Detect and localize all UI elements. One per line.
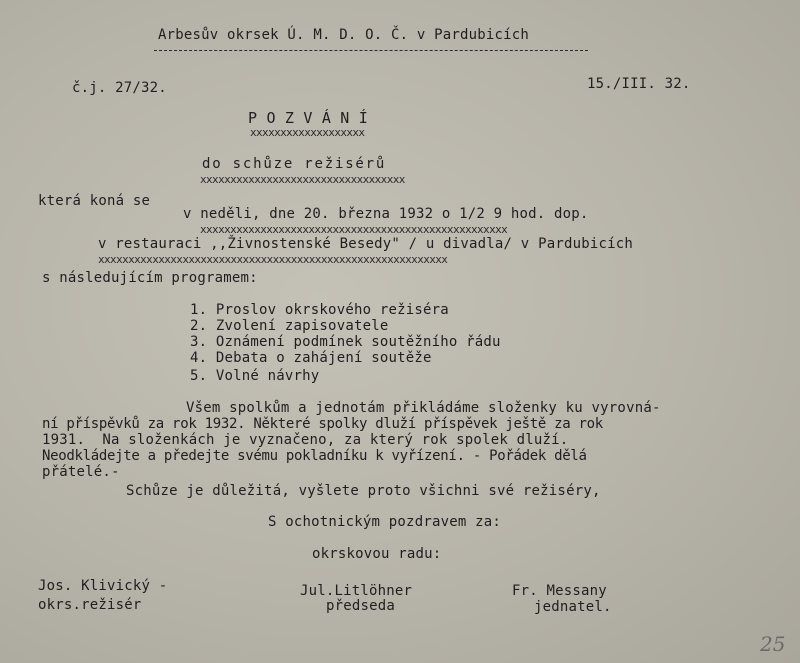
- program-item: 1. Proslov okrskového režiséra: [190, 302, 449, 318]
- signature-name: Jul.Litlöhner: [300, 583, 413, 599]
- signature-name: Jos. Klivický -: [38, 578, 168, 594]
- signature-role: okrs.režisér: [38, 597, 142, 613]
- date-cross-rule: xxxxxxxxxxxxxxxxxxxxxxxxxxxxxxxxxxxxxxxxxxxxxxxxxxx: [200, 223, 508, 236]
- document-subtitle: do schůze režisérů: [202, 156, 387, 172]
- closing-greeting: S ochotnickým pozdravem za:: [268, 514, 501, 530]
- closing-council: okrskovou radu:: [312, 546, 442, 562]
- signature-role: jednatel.: [534, 599, 612, 615]
- page-number-mark: 25: [760, 632, 786, 656]
- program-intro: s následujícím programem:: [42, 270, 258, 286]
- document-title: P O Z V Á N Í: [248, 109, 368, 127]
- title-cross-rule: xxxxxxxxxxxxxxxxxxx: [250, 126, 365, 139]
- subtitle-cross-rule: xxxxxxxxxxxxxxxxxxxxxxxxxxxxxxxxxx: [200, 173, 405, 186]
- heading-underline: [154, 50, 588, 51]
- document-date: 15./III. 32.: [587, 76, 691, 92]
- location-cross-rule: xxxxxxxxxxxxxxxxxxxxxxxxxxxxxxxxxxxxxxxxxxxxxxxxxxxxxxxxxx: [98, 253, 448, 266]
- paragraph-line: přátelé.-: [42, 464, 120, 480]
- paragraph-line: Všem spolkům a jednotám přikládáme složenky ku vyrovná-: [186, 400, 661, 416]
- program-item: 3. Oznámení podmínek soutěžního řádu: [190, 334, 501, 350]
- meeting-location: v restauraci ,,Živnostenské Besedy" / u divadla/ v Pardubicích: [98, 236, 633, 252]
- paragraph-line: Neodkládejte a předejte svému pokladníku k vyřízení. - Pořádek dělá: [42, 448, 587, 464]
- program-item: 5. Volné návrhy: [190, 368, 320, 384]
- meeting-date-time: v neděli, dne 20. března 1932 o 1/2 9 hod. dop.: [183, 206, 589, 222]
- organization-heading: Arbesův okrsek Ú. M. D. O. Č. v Pardubicích: [158, 27, 530, 43]
- meeting-intro: která koná se: [38, 193, 151, 209]
- program-item: 2. Zvolení zapisovatele: [190, 318, 389, 334]
- importance-note: Schůze je důležitá, vyšlete proto všichni své režiséry,: [126, 483, 601, 499]
- signature-role: předseda: [326, 598, 396, 614]
- signature-name: Fr. Messany: [512, 583, 607, 599]
- reference-number: č.j. 27/32.: [72, 80, 167, 96]
- paragraph-line: 1931. Na složenkách je vyznačeno, za který rok spolek dluží.: [42, 432, 569, 448]
- program-item: 4. Debata o zahájení soutěže: [190, 350, 432, 366]
- paragraph-line: ní příspěvků za rok 1932. Některé spolky dluží příspěvek ještě za rok: [42, 416, 603, 432]
